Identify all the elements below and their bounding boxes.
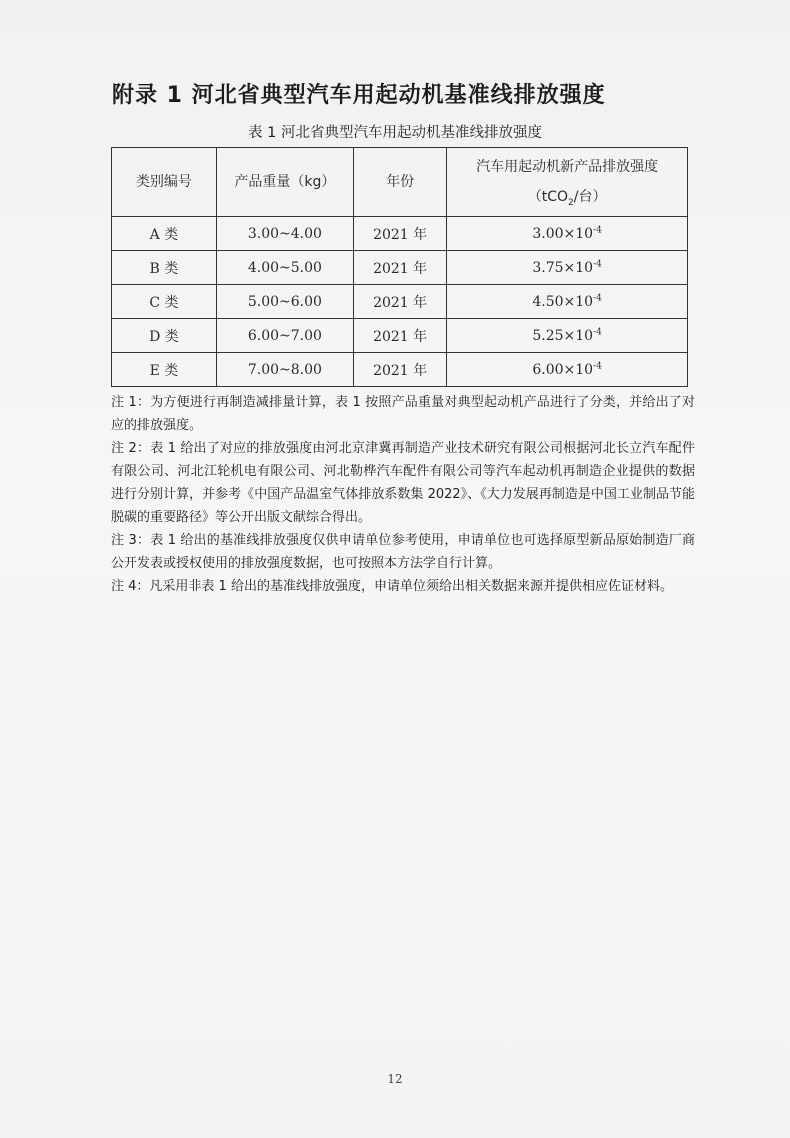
- cell-intensity: [447, 319, 688, 353]
- cell-intensity: [447, 251, 688, 285]
- note-1: 注 1：为方便进行再制造减排量计算，表 1 按照产品重量对典型起动机产品进行了分类，并给出了对应的排放强度。: [111, 395, 695, 433]
- intensity-exponent: -4: [593, 326, 602, 337]
- note-2: 注 2：表 1 给出了对应的排放强度由河北京津冀再制造产业技术研究有限公司根据河北长立汽车配件有限公司、河北江轮机电有限公司、河北勒桦汽车配件有限公司等汽车起动机再制造企业提供的数据进行分别计算，并参考《中国产品温室气体排放系数集 2022》、《大力发展再制造是中国工业制品节能脱碳的重要路径》等公开出版文献综合得出。: [111, 441, 695, 525]
- intensity-exponent: -4: [593, 292, 602, 303]
- unit-suffix: /台）: [573, 189, 607, 205]
- cell-weight: 3.00~4.00: [216, 217, 353, 251]
- cell-weight: 6.00~7.00: [216, 319, 353, 353]
- cell-weight: 7.00~8.00: [216, 353, 353, 387]
- cell-category: C 类: [112, 285, 217, 319]
- cell-weight: 4.00~5.00: [216, 251, 353, 285]
- table-header-row: [112, 148, 688, 217]
- table-caption: 表 1 河北省典型汽车用起动机基准线排放强度: [248, 125, 542, 141]
- intensity-mantissa: 4.50×10: [532, 293, 594, 310]
- unit-prefix: （tCO: [527, 189, 569, 205]
- cell-year: 2021 年: [353, 217, 446, 251]
- cell-year: 2021 年: [353, 285, 446, 319]
- intensity-exponent: -4: [593, 360, 602, 371]
- header-category: 类别编号: [112, 148, 217, 217]
- cell-intensity: [447, 353, 688, 387]
- page-number: 12: [387, 1072, 403, 1086]
- note-3: 注 3：表 1 给出的基准线排放强度仅供申请单位参考使用，申请单位也可选择原型新品原始制造厂商公开发表或授权使用的排放强度数据，也可按照本方法学自行计算。: [111, 533, 695, 571]
- intensity-mantissa: 6.00×10: [532, 361, 594, 378]
- cell-category: A 类: [112, 217, 217, 251]
- table-row: [112, 251, 688, 285]
- header-intensity: [447, 148, 688, 217]
- table-row: [112, 217, 688, 251]
- appendix-heading: 附录 1 河北省典型汽车用起动机基准线排放强度: [112, 83, 606, 108]
- cell-intensity: [447, 285, 688, 319]
- table-row: [112, 285, 688, 319]
- header-intensity-unit: [447, 182, 687, 212]
- cell-year: 2021 年: [353, 353, 446, 387]
- cell-year: 2021 年: [353, 319, 446, 353]
- table-body: [112, 217, 688, 387]
- table-row: [112, 353, 688, 387]
- cell-weight: 5.00~6.00: [216, 285, 353, 319]
- table-row: [112, 319, 688, 353]
- cell-intensity: [447, 217, 688, 251]
- cell-category: E 类: [112, 353, 217, 387]
- intensity-mantissa: 3.75×10: [532, 259, 594, 276]
- unit-subscript: 2: [568, 197, 574, 208]
- table-notes: [111, 391, 695, 598]
- intensity-mantissa: 5.25×10: [532, 327, 594, 344]
- note-4: 注 4：凡采用非表 1 给出的基准线排放强度，申请单位须给出相关数据来源并提供相应佐证材料。: [111, 579, 673, 594]
- cell-category: B 类: [112, 251, 217, 285]
- intensity-exponent: -4: [593, 258, 602, 269]
- header-intensity-title: 汽车用起动机新产品排放强度: [476, 159, 659, 175]
- intensity-mantissa: 3.00×10: [532, 225, 594, 242]
- intensity-exponent: -4: [593, 224, 602, 235]
- header-weight: 产品重量（kg）: [216, 148, 353, 217]
- cell-category: D 类: [112, 319, 217, 353]
- emission-intensity-table: [111, 147, 688, 387]
- cell-year: 2021 年: [353, 251, 446, 285]
- header-year: 年份: [353, 148, 446, 217]
